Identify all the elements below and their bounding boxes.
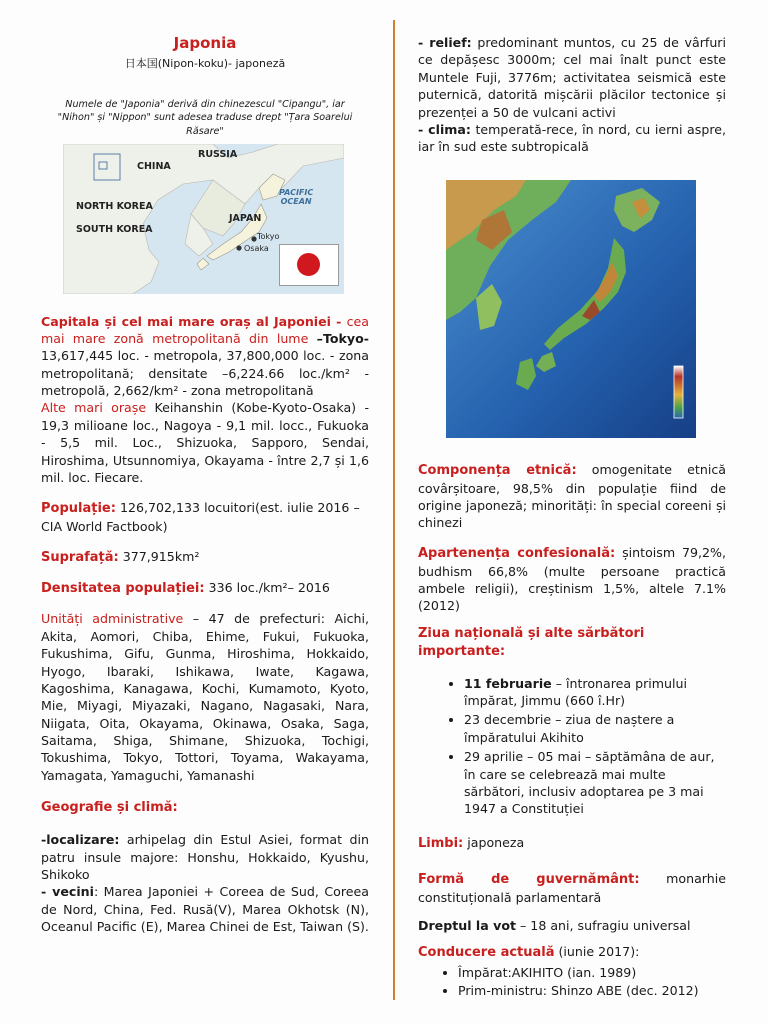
japan-relief-map bbox=[446, 180, 696, 438]
list-item: • Împărat:AKIHITO (ian. 1989) bbox=[458, 964, 726, 981]
japan-flag bbox=[279, 244, 339, 286]
languages-line: Limbi: japoneza bbox=[418, 834, 525, 851]
density-line: Densitatea populației: 336 loc./km²– 2016 bbox=[41, 579, 330, 596]
page-subtitle: 日本国(Nipon-koku)- japoneză bbox=[124, 56, 286, 70]
admin-units-paragraph: Unități administrative – 47 de prefecturi: Aichi, Akita, Aomori, Chiba, Ehime, Fukui, Fukuoka, Fukushima, Gifu, Gunma, Hiroshima, Hokkaido, Hyogo, Ibaraki, Ishikawa, Iwate, Kagawa, Kagoshima, Kanagawa, Kochi, Kumamoto, Kyoto, Mie, Miyagi, Miyazaki, Nagano, Nagasaki, Nara, Niigata, Oita, Okayama, Okinawa, Osaka, Saga, Saitama, Shiga, Shimane, Shizuoka, Tochigi, Tokushima, Tokyo, Tottori, Toyama, Wakayama, Yamagata, Yamaguchi, Yamanashi bbox=[41, 611, 369, 783]
relief-paragraph: - relief: predominant muntos, cu 25 de vârfuri ce depășesc 3000m; cel mai înalt punct este Muntele Fuji, 3776m; activitatea seismică este puternică, datorită mișcării plăcilor tectonice și prezenței a 50 de vulcani activi bbox=[418, 35, 726, 120]
leadership-line: Conducere actuală (iunie 2017): bbox=[418, 944, 640, 961]
map-label-russia: RUSSIA bbox=[198, 148, 238, 160]
right-column bbox=[418, 34, 726, 999]
map-label-china: CHINA bbox=[137, 160, 171, 172]
holidays-list bbox=[418, 675, 726, 818]
list-item: • Prim-ministru: Shinzo ABE (dec. 2012) bbox=[458, 982, 726, 999]
map-label-tokyo: Tokyo bbox=[257, 231, 280, 241]
map-label-south-korea: SOUTH KOREA bbox=[76, 223, 153, 235]
religion-paragraph: Apartenența confesională: șintoism 79,2%, budhism 66,8% (multe persoane practică ambele religii), creștinism 1,5%, altele 7.1% (2012) bbox=[418, 544, 726, 614]
holidays-heading: Ziua națională și alte sărbători importante: bbox=[418, 625, 645, 659]
left-column bbox=[41, 34, 369, 935]
column-divider bbox=[393, 20, 395, 1000]
area-line: Suprafață: 377,915km² bbox=[41, 548, 200, 565]
list-item: • 29 aprilie – 05 mai – săptămâna de aur, în care se celebrează mai multe sărbători, inclusiv adoptarea pe 3 mai 1947 a Constituției bbox=[464, 748, 726, 818]
map-label-pacific-ocean: PACIFIC OCEAN bbox=[279, 187, 314, 207]
japan-location-map bbox=[63, 144, 344, 294]
name-origin-note: Numele de "Japonia" derivă din chinezescul "Cipangu", iar "Nihon" și "Nippon" sunt adesea traduse drept "Țara Soarelui Răsare" bbox=[57, 98, 353, 137]
map-label-osaka: Osaka bbox=[244, 243, 269, 253]
geography-heading: Geografie și climă: bbox=[41, 800, 178, 816]
population-line: Populație: 126,702,133 locuitori(est. iulie 2016 – CIA World Factbook) bbox=[41, 500, 360, 535]
vote-line: Dreptul la vot – 18 ani, sufragiu universal bbox=[418, 917, 691, 933]
list-item: • 11 februarie – întronarea primului împărat, Jimmu (660 î.Hr) bbox=[464, 675, 726, 710]
neighbours-paragraph: - vecini: Marea Japoniei + Coreea de Sud, Coreea de Nord, China, Fed. Rusă(V), Marea Okhotsk (N), Oceanul Pacific (E), Marea Chinei de Est, Taiwan (S). bbox=[41, 884, 369, 934]
other-cities-paragraph: Alte mari orașe Keihanshin (Kobe-Kyoto-Osaka) - 19,3 milioane loc., Nagoya - 9,1 mil. locc., Fukuoka - 5,5 mil. Loc., Shizuoka, Sapporo, Sendai, Hiroshima, Utsunnomiya, Okayama - între 2,7 și 1,6 mil. loc. Fiecare. bbox=[41, 400, 369, 485]
leadership-list bbox=[418, 964, 726, 999]
ethnic-paragraph: Componența etnică: omogenitate etnică covârșitoare, 98,5% din populație fiind de origine japoneză; minorități: în special coreeni și chinezi bbox=[418, 461, 726, 531]
map-label-north-korea: NORTH KOREA bbox=[76, 200, 153, 212]
government-line: Formă de guvernământ: monarhie constituțională parlamentară bbox=[418, 870, 726, 905]
page-title: Japonia bbox=[173, 34, 237, 52]
climate-paragraph: - clima: temperată-rece, în nord, cu ierni aspre, iar în sud este subtropicală bbox=[418, 121, 726, 155]
location-paragraph: -localizare: arhipelag din Estul Asiei, format din patru insule majore: Honshu, Hokkaido, Kyushu, Shikoko bbox=[41, 832, 369, 882]
flag-sun-circle bbox=[297, 253, 320, 276]
capital-paragraph: Capitala și cel mai mare oraș al Japoniei - cea mai mare zonă metropolitană din lume –Tokyo- 13,617,445 loc. - metropola, 37,800,000 loc. - zona metropolitană; densitate –6,224.66 loc./km² - metropolă, 2,662/km² - zona metropolitană bbox=[41, 313, 369, 398]
map-label-japan: JAPAN bbox=[229, 212, 262, 224]
list-item: • 23 decembrie – ziua de naștere a împăratului Akihito bbox=[464, 711, 726, 746]
